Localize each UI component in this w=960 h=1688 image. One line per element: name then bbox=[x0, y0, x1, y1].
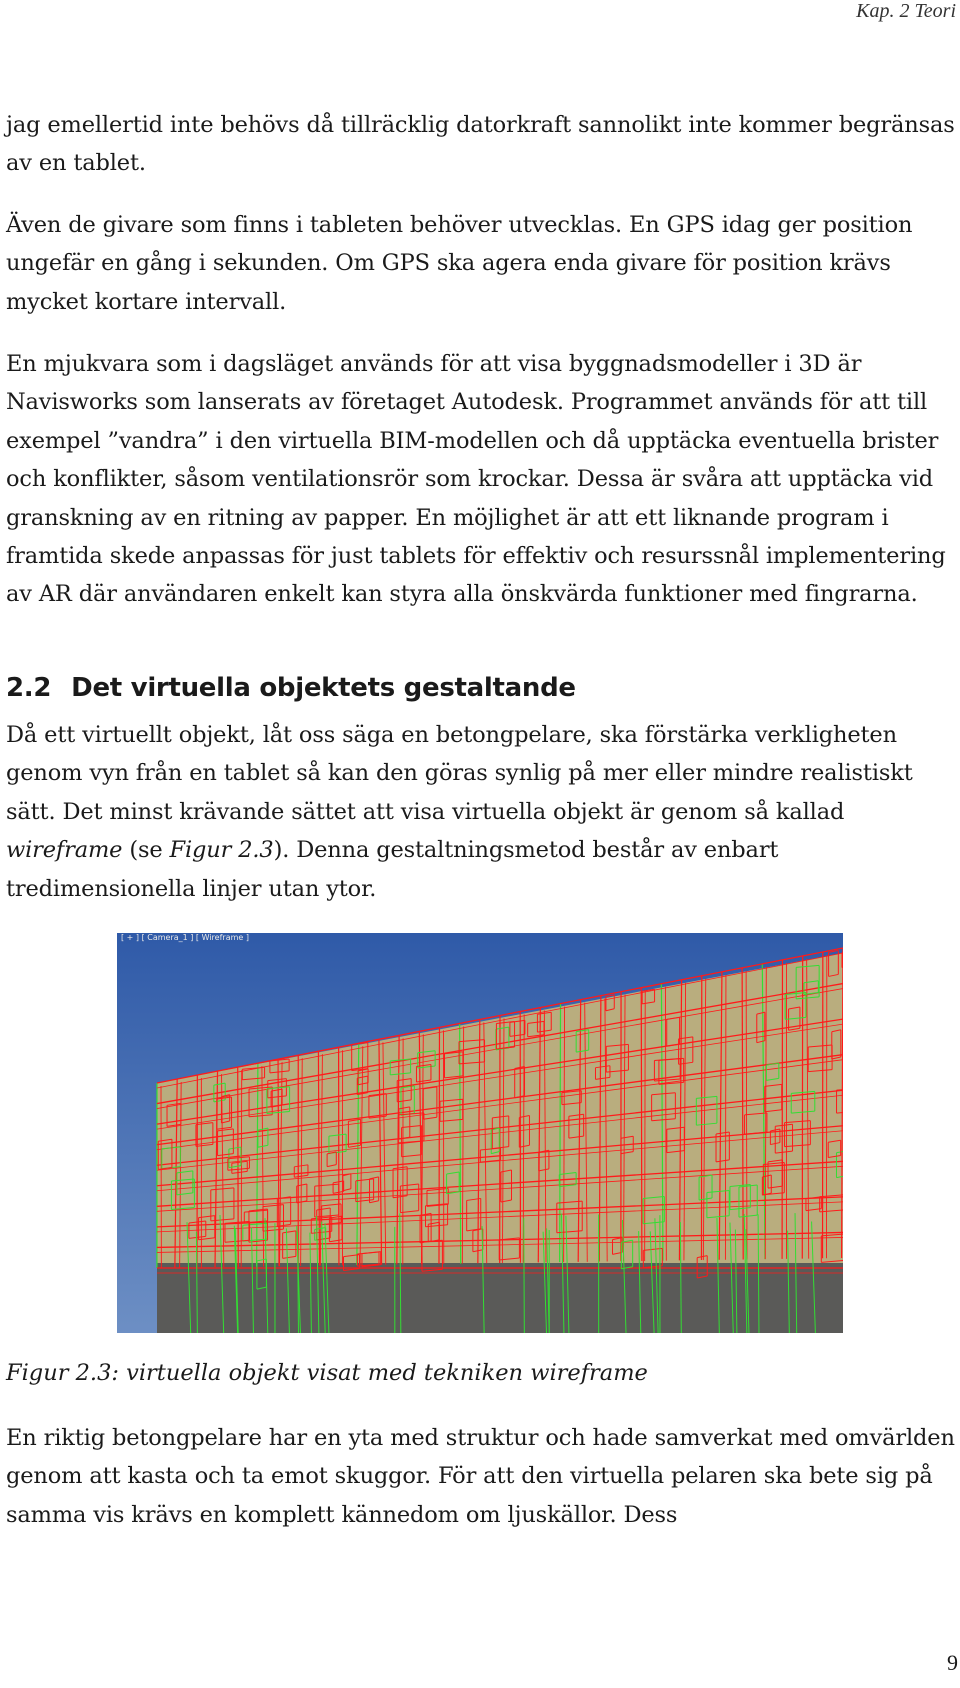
page-number: 9 bbox=[947, 1650, 958, 1675]
wireframe-figure bbox=[117, 933, 843, 1333]
wireframe-term: wireframe bbox=[6, 837, 123, 864]
wire-line bbox=[238, 1067, 239, 1267]
wire-line bbox=[645, 991, 646, 1261]
wire-line bbox=[524, 1218, 525, 1333]
paragraph-2: Även de givare som finns i tableten behöver utvecklas. En GPS idag ger position ungefär en gång i sekunden. Om GPS ska agera enda givare för position krävs mycket kortare intervall. bbox=[6, 212, 913, 315]
paragraph-4-text-b: (se bbox=[122, 837, 170, 864]
wire-line bbox=[641, 988, 642, 1261]
wireframe-figure-image bbox=[117, 933, 843, 1333]
paragraph-5: En riktig betongpelare har en yta med struktur och hade samverkat med omvärlden genom att kasta och ta emot skuggor. För att den virtuella pelaren ska bete sig på samma vis krävs en komplett kännedom om ljuskällor. Dess bbox=[6, 1425, 955, 1528]
section-number: 2.2 bbox=[6, 673, 52, 703]
paragraph-3: En mjukvara som i dagsläget används för att visa byggnadsmodeller i 3D är Navisworks som lanserats av företaget Autodesk. Programmet används för att till exempel ”vandra” i den virtuella BIM-modellen och då upptäcka eventuella brister och konflikter, såsom ventilationsrör som krockar. Dessa är svåra att upptäcka vid granskning av en ritning av papper. En möjlighet är att ett liknande program i framtida skede anpassas för just tablets för effektiv och resurssnål implementering av AR där användaren enkelt kan styra alla önskvärda funktioner med fingrarna. bbox=[6, 351, 946, 608]
viewport-label: [ + ] [ Camera_1 ] [ Wireframe ] bbox=[121, 933, 249, 942]
section-title: Det virtuella objektets gestaltande bbox=[71, 673, 576, 703]
running-head: Kap. 2 Teori bbox=[856, 0, 956, 22]
wire-line bbox=[241, 1070, 242, 1267]
paragraph-4-text-c: ). Denna gestaltningsmetod består av enbart tredimensionella linjer utan ytor. bbox=[6, 837, 779, 902]
section-heading bbox=[6, 673, 576, 703]
paragraph-4-text-a: Då ett virtuellt objekt, låt oss säga en betongpelare, ska förstärka verkligheten genom vyn från en tablet så kan den göras synlig på mer eller mindre realistiskt sätt. Det minst krävande sättet att visa virtuella objekt är genom så kallad bbox=[6, 722, 913, 825]
figure-reference: Figur 2.3 bbox=[169, 837, 274, 864]
wire-line bbox=[725, 975, 726, 1260]
paragraph-1: jag emellertid inte behövs då tillräcklig datorkraft sannolikt inte kommer begränsas av en tablet. bbox=[6, 112, 955, 177]
figure-caption: Figur 2.3: virtuella objekt visat med tekniken wireframe bbox=[6, 1360, 648, 1386]
paragraph-4 bbox=[6, 716, 956, 908]
